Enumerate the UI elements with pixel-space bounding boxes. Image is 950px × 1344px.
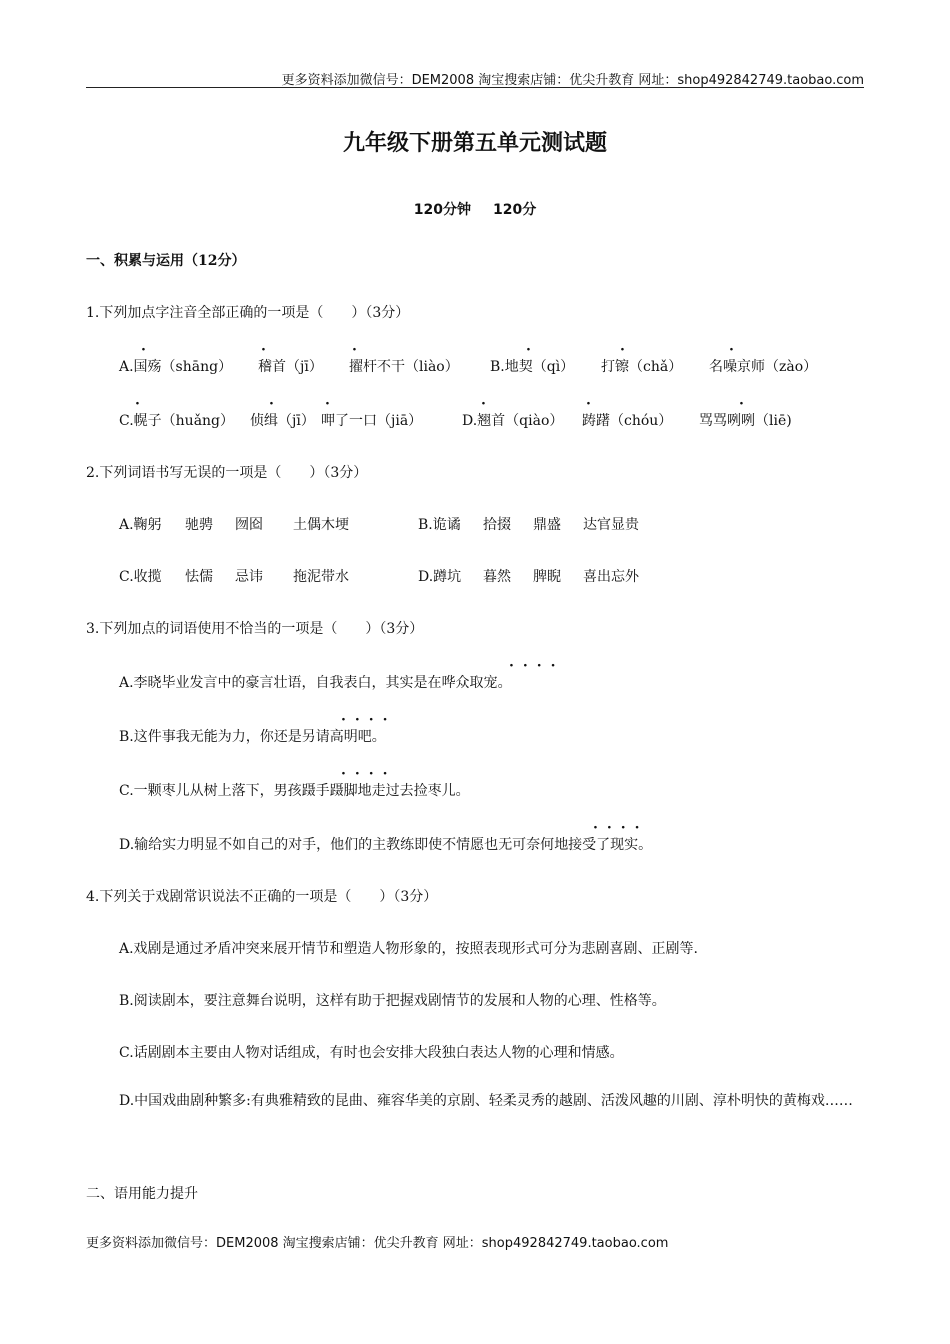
q2-b-word-2: 拾掇 bbox=[483, 517, 511, 533]
q3-c-text: C.一颗枣儿从树上落下，男孩 bbox=[119, 783, 302, 799]
q4-option-a: A.戏剧是通过矛盾冲突来展开情节和塑造人物形象的，按照表现形式可分为悲剧喜剧、正剧等. bbox=[119, 941, 699, 957]
emphasis-dot: · bbox=[729, 342, 734, 358]
q2-a-word-2: 驰骋 bbox=[185, 517, 213, 533]
q3-a-text-end: 。 bbox=[497, 675, 512, 691]
emphasis-dot: · bbox=[261, 342, 266, 358]
q3-d-dotted-word: 无可奈何 bbox=[498, 837, 555, 853]
q1-option-a-2: 稽首（jī） bbox=[258, 359, 323, 375]
q1-option-b-1: B.地契（qì） bbox=[490, 359, 575, 375]
header-rule bbox=[86, 87, 864, 88]
q1-option-a-3: 擢杆不干（liào） bbox=[349, 359, 459, 375]
exam-score: 120分 bbox=[493, 202, 537, 218]
q3-d-text-end: 地接受了现实。 bbox=[554, 837, 653, 853]
q2-d-word-2: 暮然 bbox=[483, 569, 511, 585]
q1-option-a-1: A.国殇（shāng） bbox=[119, 359, 233, 375]
q2-a-word-1: A.鞠躬 bbox=[119, 517, 162, 533]
q3-option-c bbox=[119, 766, 470, 800]
q3-option-d bbox=[119, 820, 653, 854]
q1-option-b-2: 打镲（chǎ） bbox=[601, 359, 683, 375]
page-header: 更多资料添加微信号：DEM2008 淘宝搜索店铺：优尖升教育 网址：shop492842749.taobao.com bbox=[281, 73, 864, 88]
emphasis-dot: · bbox=[739, 396, 744, 412]
q2-c-word-4: 拖泥带水 bbox=[293, 569, 349, 585]
question-2-stem: 2.下列词语书写无误的一项是（ ）（3分） bbox=[86, 465, 368, 481]
q3-d-text: D.输给实力明显不如自己的对手，他们的主教练即使不情愿也 bbox=[119, 837, 499, 853]
q2-a-word-3: 囫囵 bbox=[235, 517, 263, 533]
emphasis-dot: · bbox=[141, 342, 146, 358]
emphasis-dot: · bbox=[526, 342, 531, 358]
emphasis-dots: ···· bbox=[341, 766, 397, 782]
q3-option-a bbox=[119, 658, 565, 692]
exam-time: 120分钟 bbox=[413, 202, 471, 218]
page-footer: 更多资料添加微信号：DEM2008 淘宝搜索店铺：优尖升教育 网址：shop492842749.taobao.com bbox=[86, 1236, 669, 1251]
emphasis-dot: · bbox=[620, 342, 625, 358]
q2-c-word-2: 怯儒 bbox=[185, 569, 213, 585]
q3-a-text: A.李晓毕业发言中的豪言壮语，自我表白，其实是在 bbox=[119, 675, 442, 691]
q4-option-d: D.中国戏曲剧种繁多:有典雅精致的昆曲、雍容华美的京剧、轻柔灵秀的越剧、活泼风趣的川剧、淳朴明快的黄梅戏…… bbox=[119, 1093, 853, 1109]
q1-option-d-3: 骂骂咧咧（liē) bbox=[699, 413, 792, 429]
question-4-stem: 4.下列关于戏剧常识说法不正确的一项是（ ）（3分） bbox=[86, 889, 438, 905]
question-1-stem: 1.下列加点字注音全部正确的一项是（ ）（3分） bbox=[86, 305, 410, 321]
emphasis-dot: · bbox=[269, 396, 274, 412]
emphasis-dots: ···· bbox=[509, 658, 565, 674]
q2-b-word-4: 达官显贵 bbox=[583, 517, 639, 533]
emphasis-dot: · bbox=[352, 342, 357, 358]
q1-option-d-1: D.翘首（qiào） bbox=[462, 413, 564, 429]
q1-option-d-2: 踌躇（chóu） bbox=[582, 413, 673, 429]
q2-c-word-3: 忌讳 bbox=[235, 569, 263, 585]
q2-c-word-1: C.收揽 bbox=[119, 569, 162, 585]
exam-info bbox=[0, 199, 950, 219]
emphasis-dot: · bbox=[135, 396, 140, 412]
q3-b-dotted-word: 另请高明 bbox=[301, 729, 358, 745]
q4-option-c: C.话剧剧本主要由人物对话组成，有时也会安排大段独白表达人物的心理和情感。 bbox=[119, 1045, 624, 1061]
q3-a-dotted-word: 哗众取宠 bbox=[441, 675, 498, 691]
q3-option-b bbox=[119, 712, 397, 746]
q3-b-text: B.这件事我无能为力，你还是 bbox=[119, 729, 302, 745]
emphasis-dot: · bbox=[586, 396, 591, 412]
q2-d-word-4: 喜出忘外 bbox=[583, 569, 639, 585]
emphasis-dots: ···· bbox=[341, 712, 397, 728]
q1-option-c-1: C.幌子（huǎng） bbox=[119, 413, 235, 429]
q2-b-word-3: 鼎盛 bbox=[533, 517, 561, 533]
emphasis-dot: · bbox=[481, 396, 486, 412]
q1-option-b-3: 名噪京师（zào） bbox=[709, 359, 818, 375]
q1-option-c-3: 呷了一口（jiā） bbox=[321, 413, 423, 429]
q3-b-text-end: 吧。 bbox=[357, 729, 386, 745]
q2-d-word-3: 脾睨 bbox=[533, 569, 561, 585]
section-2-title: 二、语用能力提升 bbox=[86, 1186, 198, 1202]
q3-c-text-end: 地走过去捡枣儿。 bbox=[357, 783, 470, 799]
emphasis-dot: · bbox=[325, 396, 330, 412]
q1-option-c-2: 侦缉（jī） bbox=[250, 413, 315, 429]
q3-c-dotted-word: 蹑手蹑脚 bbox=[301, 783, 358, 799]
q2-b-word-1: B.诡谲 bbox=[418, 517, 461, 533]
emphasis-dots: ···· bbox=[593, 820, 649, 836]
q2-a-word-4: 土偶木埂 bbox=[293, 517, 349, 533]
q4-option-b: B.阅读剧本，要注意舞台说明，这样有助于把握戏剧情节的发展和人物的心理、性格等。 bbox=[119, 993, 666, 1009]
page-title: 九年级下册第五单元测试题 bbox=[342, 131, 607, 156]
section-1-title: 一、积累与运用（12分） bbox=[86, 253, 246, 269]
question-3-stem: 3.下列加点的词语使用不恰当的一项是（ ）（3分） bbox=[86, 621, 424, 637]
q2-d-word-1: D.蹲坑 bbox=[418, 569, 462, 585]
